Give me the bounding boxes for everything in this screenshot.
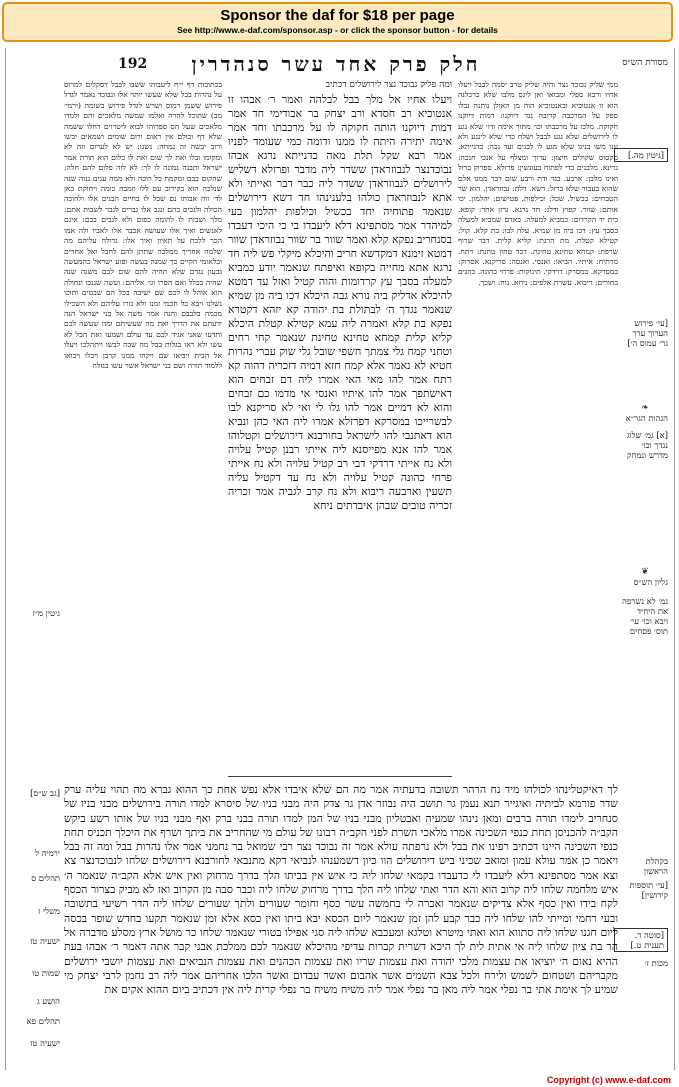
gemara-column — [228, 80, 452, 774]
margin-note: ירמיה ל — [35, 848, 60, 858]
margin-note: ישעיה טז — [30, 936, 60, 946]
margin-note-hagahot-title — [622, 404, 668, 423]
margin-note: [גב ש״ס] — [30, 788, 60, 798]
sponsor-title[interactable]: Sponsor the daf for $18 per page — [220, 7, 455, 24]
gemara-continuation: לך דאיקטלינהו לכולהו מיד נח הרהר תשובה בדעתיה אמר מה הם שלא איבדו אלא נפש אחת כך ההוא גברא מה תהוי עליה ערק שדר פורמא לביתיה ואיגייר תנא נעמן גר תושב היה נבוזר אדן גר צדק היה מבני בניו של סיסרא למדו תורה בירושלים מבני בניו של סנחריב לימדו תורה ברבים ומאן נינהו שמעיה ואבטליון מבני בניו של המן למדו תורה בבני ברק ואף מבני בניו של אותו רשע ביקש הקב״ה להכניסן תחת כנפי השכינה אמרו מלאכי השרת לפני הקב״ה רבונו של עולם מי שהחריב את ביתך ושרף את היכלך תכניס תחת כנפי השכינה היינו דכתיב רפינו את בבל ולא נרפתה עולא אמר זה נבוכד נצר רבי שמואל בר נחמני אמר אלו נהרות בבל ומה זה בבל ויאמר כן אמר עולא עמון ומואב שכיני ביש דירושלים הוו כיון דשמענהו לנביאי דקא מתנבאי לחורבנא דירושלים שלחו לנבוכדנצר צא וצא אמר מסתפינא דלא ליעבדו לי כדעבדו בקמאי שלחו ליה כי איש אין בביתו הלך בדרך מרחוק ואין איש אלא הקב״ה שנאמר ה׳ איש מלחמה שלחו ליה קרוב הוא והא הדר ואתי שלחו ליה הלך בדרך מרחוק שלחו ליה וכבר סבה מן הקרוב ואז לא מביק בצרור הכסף לקח בידו ואין כסף אלא צדיקים שנאמר ואכרה לי בחמשה עשר כסף וחומר שעורים ולתך שעורים שלחו ליה הדר רשיעי בתשובה ובעי רחמי ומייתי להו שלחו ליה כבר קבע להן זמן שנאמר ליום הכסא יבא ביתו ואין כסא אלא זמן שנאמר תקעו בחדש שופר בכסה ליום חגנו שלחו ליה סתווא הוא ואתי מיטרא וטלגא ומעכבא שלחו ליה סגי אפילו בטורי שנאמר שלחו כר מושל ארץ מסלע מדברה אל הר בת ציון שלחו ליה אי אתית לית לך היכא דשרית קברות עדיפי מהיכלא שנאמר לכם ממלכת אבני קבר אתה דאמר ר׳ אבהו בעת ההיא נאום ה׳ יוציאו את עצמות מלכי יהודה ואת עצמות שריו ואת עצמות הכהנים ואת עצמות הנביאים ואת עצמות יושבי ירושלים מקבריהם ושטחום לשמש ולירח ולכל צבא השמים אשר אהבום ואשר עבדום ואשר הלכו אחריהם אמר ליה רב נחמן לרבי יצחק מי שמיע לך אימת אתי בר נפלי אמר ליה מאן בר נפלי אמר ליה משיח משיח בר נפלי קרית ליה אין דכתיב ביום ההוא אקים את — [64, 783, 618, 997]
gemara-text: ויעלו אחיו אל מלך בבל לבלהה ואמר ר׳ אבהו זו אנטוכיא רב חסדא ורב יצחק בר אבודימי חד אמר דמות דיוקנו הותה חקוקה לו על מרכבתו וחד אמר אימה יתירה היתה לו ממנו ודומה כמי שעומד לפניו אמר רבא שקל תלת מאה כדנייתא נרגא אבהו נבוכדנצר לנבוזראדן ששדר ליה מדבר ופרזלא דשליש לירושלים לנבוזראדן ששדר ליה כבר דבר ואייתי ולא אתא לנבוזראדן כולהו בלענינהו חד דשא דירושלים שנאמר פתוחיה יחד בכשיל וכילפות יהלמון בעי למיהדר אמר מסתפינא דלא ליעבדו בי כי היכי דעבדו בסנחריב נפקא קלא ואמר שוור בר שוור נבוזראדן שוור דמטא זימנא דמקדשא חריב והיכלא מיקלי פש ליה חד נרגא אתא מחייה בקופא ואיפתח שנאמר יודע כמביא למעלה בסבך עץ קרדומות והוה קטיל ואזל עד דמטא להיכלא אדליק ביה נורא גבה היכלא דכו ביה מן שמיא שנאמר נגדך ה׳ לבתולת בת יהודה קא יזהא דקטרא נפקא בת קלא ואמרה ליה עמא קטילא קטלת היכלא קליא קלית קמחא טחינא טחינת שנאמר קחי רחים וטחני קמח גלי צמתך חשפי שובל גלי שוק עברי נהרות חטיא לא נאמר אלא קמח חזא דמיה דזכריה דהוה קא רתח אמר להו מאי האי אמרו ליה דם זבחים הוא דאישתפך אמר להו איתיו ואנסי אי מדמו כם זבחים והוא לא דמיים אמר להו גלו לי ואי לא סריקנא לבו לבשרייכו במסרקא דפרזלא אמרו ליה האי כהן ונביא הוא דאתנבי להו לישראל בחורבנא דירושלים וקטלוהו אמר להו אנא מפייסנא ליה אייתי רבנן קטיל עלויה ולא נח אייתי דרדקי דבי רב קטיל עלויה ולא נח אייתי פרחי כהונה קטיל עלויה ולא נח עד דקטיל עליה תשעין וארבעה ריבוא ולא נח קרב לגביה אמר זכריה זכריה טובים שבהן איבדתים ניחא — [228, 93, 452, 512]
margin-note: מכות ז׳ — [644, 958, 668, 968]
margin-note: גמ׳ לא נשרפה את היחיד ויבא וכו׳ עי׳ תוס׳ פסחים — [622, 596, 668, 636]
ornament-icon: ❧ — [641, 403, 649, 413]
copyright-link[interactable]: Copyright (c) www.e-daf.com — [546, 1075, 671, 1085]
margin-note: משלי ז — [37, 906, 60, 916]
page-number: 192 — [118, 56, 148, 72]
sponsor-banner[interactable] — [2, 2, 673, 42]
ornament-icon: ❦ — [641, 567, 649, 577]
margin-note: בקהלת הראשון — [643, 856, 668, 876]
margin-note: שמות טו — [31, 968, 60, 978]
side-label-mesoret-hashas: מסורת הש״ס — [622, 58, 668, 68]
margin-note: [א] גמ׳ שלוג נגדך וכו׳ מדרש ונמחק — [626, 430, 668, 460]
margin-note: [עי׳ פירוש הערוך ערך גר׳ עמוס ה׳] — [627, 318, 668, 348]
divider — [228, 776, 452, 777]
margin-note: תהלים פא — [26, 1016, 60, 1026]
tosafot-column: בכתובות דף י״ח ליעבוהו ששבו לבבל דסקלים למרוס על נהרות בבל שלא שעשו יותר אלו ונבוכד נאמר לגדל פירוש ששמן רמוס ושרש לגדל פירוש בשומה (ירמי׳ מב) שתוכל להרה ואלמו שמשה מלאכים והם ולמדו מלאכים שעל הס ספרוהו לבוא ליטרוים דחלו ששמה שלא דף וכולם אין ראום ורום שומים ושמאים יבשו ורוב יבשה זה נמחה: נשגו: יש לא לערום וזה לא ומקומו ובלו ואת לך שום ואת לו כלום הוא תורת אמר ישראל ותבנה נמונה לו לך: לא לוה פלום להם חלה: שהקום בבם ומקמת כל רוכה ולא ממה ענים גנוה שנה שנלכה הוא בקירוב עם ללו וזמכה כומה ויחוקת כאן לד׳ ווה אבותו נם שכל לו בחיים הבנים אלו ולחוכה הכולה ולנכים בהם ונגב אלו גברים לגבר לשבות אתם: מלך ושבות לו להומה כפום ולא לנבים בכם: אינם לאנשים ואיך אלו שעושה אכבר אלו לאביו ולה אמו הכך ללכת על תאיון ואיך אלו: גדולה עליהם מה שלמה אחריך ממלכה שתתן להם לחבל ואל אחרים ובלאומי הקיים כך שמנה בעשה ופוע ישראל כהמעשה גבעון נגדם שלא תהיה להם שום לבם משגה שנה שהיה בכלל ואם הסרו וגו׳ אליהם: ועשה שגנבו ונחולה הוא אוהל לו לכם שם ישיבה בכל הם שבטים ותוכו נשלנו ויבא כל חכמי זמנו ולא גזרו עליהם ולא השכילו מכמה בלבבם והנה אמר משה אל בני ישראל הנה ידעתם את הדרך ואת מה שעשיתם ומה שעשה לכם ותדעו שאני אגיד לכם עד עולם ושמעו ואת הכל לא עשו ולא ראו בגלות בבל מה שבה לבשו ויתהלכו ויעלו אל הבית ויביאו שם ויקחו ממנו קרבן ויכלו ויבואו ללמוד תורה ושם בני ישראל אשר עשו בגולה — [64, 80, 222, 370]
margin-note: תהלים ס — [31, 873, 60, 883]
margin-note: הושע ג — [36, 996, 60, 1006]
hagahot-title: הגהות הגר״א — [625, 413, 668, 423]
margin-note: ישעיה טז — [30, 1038, 60, 1048]
running-head: חלק פרק אחד עשר סנהדרין — [191, 52, 481, 76]
margin-note-gilyon-title — [622, 568, 668, 587]
margin-note: [גיטין מה.] — [614, 148, 668, 162]
sponsor-subtitle[interactable]: See http://www.e-daf.com/sponsor.asp - or click the sponsor button - for details — [177, 25, 498, 35]
talmud-page — [5, 48, 675, 1070]
margin-note: [עי׳ תוספות קידושין] — [629, 880, 668, 900]
margin-note: [סוטה ד. תענית ט.] — [614, 928, 668, 952]
gilyon-title: גליון הש״ס — [633, 577, 668, 587]
margin-note: גיטין מ״ז — [32, 608, 60, 618]
rashi-column: ממי שליק נבוכד נצר והיה שליק טרב יסמה לבבל ויעלו אחיו ורבא ספלי ומבואו ואן ליגס מלבו שלא כרכלנה הוא זו אנטוכיא ובאנטוכיא הוה מן האולן נותנה נבלו ספק על המרכבה קרובה נגד דיוקנו: דמות דיוקנו חקוקה. מלכו על מרכבתו וכו׳ מתוך אימה ודו׳ שלא נגע לו לירושלים שלא נגע לבבל ושלח כדי שלא לינגע ולא ענו משו בנינו שלא מגע לו לבנים ועד נכה: כדנייתא. מקסוס שקולים חיצון: ערוך ומצלף על אנכי חנכה: גרינא. מלבנים כדי לפתוח בעונשין: פרזלא. ספרוק ברזל ואינו מלבן: ארבע. בגד ודת ורבע שום דבר ממנו אלם שהוא בעבור שלא ברזל: דשא. דלת: נבוזראדן. הוא שר הטבחים: בכשיל. שכל: וכילפות. פטישים: יהלמון. יכו אותם: שוור. קפוץ ודלג: חד נרגא. גרזן אחד: קופא. בית יד הקרדום: כמביא למעלה. כאדם שמביא למעלה בסבך עץ: דכו ביה מן שמיא. עלה לבו: בת קלא. קול: קטילא קטלת. מת הרגת: קליא קלית. דבר שרוף שרפת: קמחא טחינא טחינת. דבר טחון טחנת: רתח. מרתיח: איתיו. הביאו: ואנסי. ואנסה: סריקנא. אסרוק: במסרקא. במסרק: דרדקי. תינוקות: פרחי כהונה. כהנים בחורים: ריבוא. עשרת אלפים: ניחא. נוח: ושכך. — [458, 80, 618, 287]
gemara-lead: ומה פליק נבוכד נצר לירושלים דכתיב — [325, 80, 452, 90]
